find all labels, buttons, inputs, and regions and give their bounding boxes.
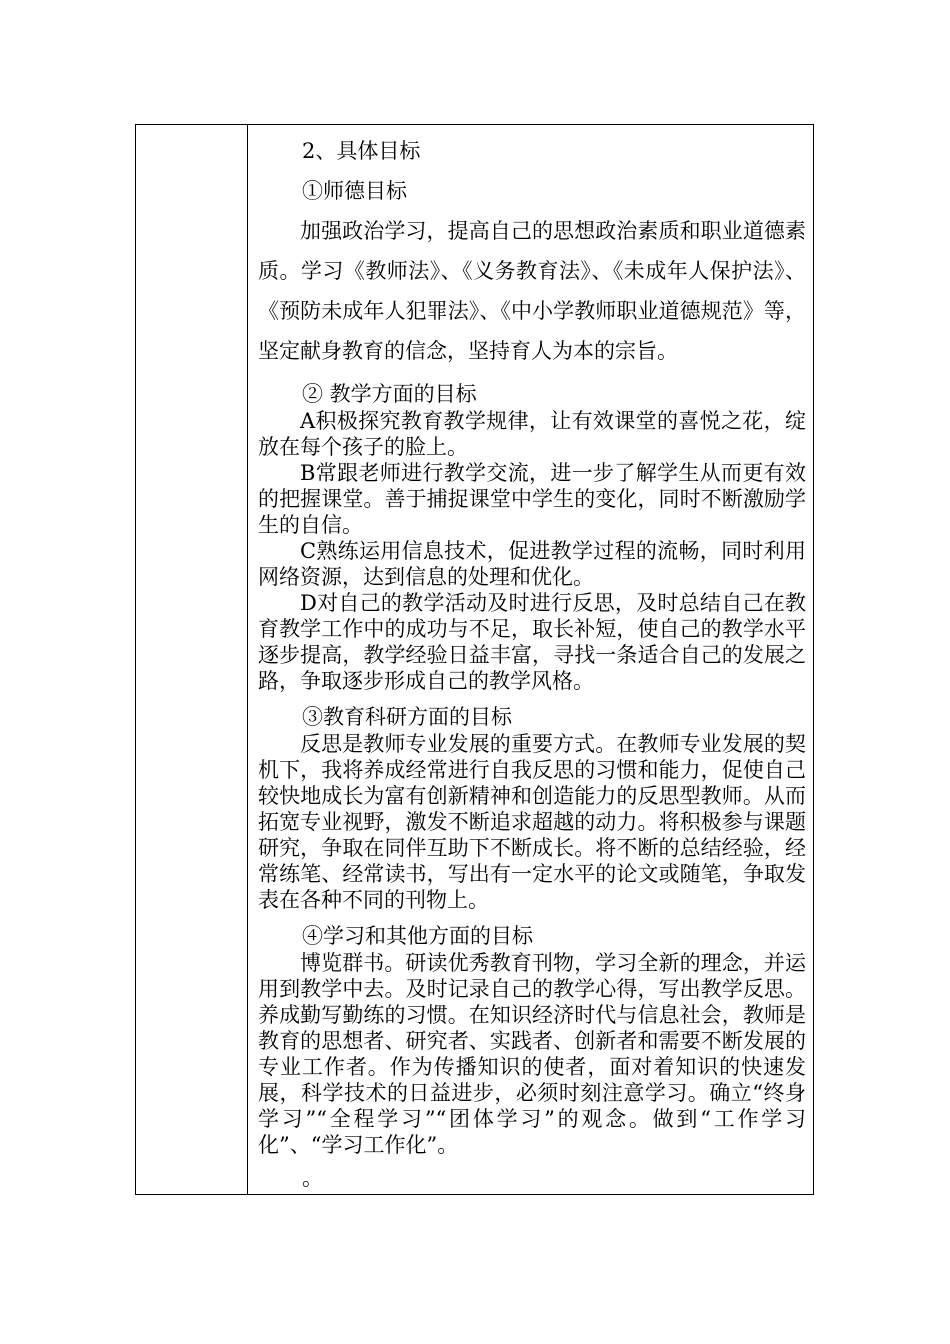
heading-teaching-goals: ② 教学方面的目标 — [302, 382, 477, 406]
heading-research-goals: ③教育科研方面的目标 — [302, 705, 512, 729]
paragraph-ethics: 加强政治学习，提高自己的思想政治素质和职业道德素质。学习《教师法》、《义务教育法》、《未成年人保护法》、《预防未成年人犯罪法》、《中小学教师职业道德规范》等，坚定献身教育的信念，坚持育人为本的宗旨。 — [258, 219, 806, 363]
table-left-cell — [136, 125, 247, 1194]
paragraph-research: 反思是教师专业发展的重要方式。在教师专业发展的契机下，我将养成经常进行自我反思的习惯和能力，促使自己较快地成长为富有创新精神和创造能力的反思型教师。从而拓宽专业视野，激发不断追求超越的动力。将积极参与课题研究，争取在同伴互助下不断成长。将不断的总结经验，经常练笔、经常读书，写出有一定水平的论文或随笔，争取发表在各种不同的刊物上。 — [258, 732, 806, 912]
paragraph-learning: 博览群书。研读优秀教育刊物，学习全新的理念，并运用到教学中去。及时记录自己的教学心得，写出教学反思。养成勤写勤练的习惯。在知识经济时代与信息社会，教师是教育的思想者、研究者、实践者、创新者和需要不断发展的专业工作者。作为传播知识的使者，面对着知识的快速发展，科学技术的日益进步，必须时刻注意学习。确立“终身学习”“全程学习”“团体学习”的观念。做到“工作学习化”、“学习工作化”。 — [258, 951, 806, 1157]
paragraph-teaching-c: C熟练运用信息技术，促进教学过程的流畅，同时利用网络资源，达到信息的处理和优化。 — [258, 539, 806, 589]
heading-ethics-goals: ①师德目标 — [302, 179, 407, 203]
heading-learning-goals: ④学习和其他方面的目标 — [302, 924, 533, 948]
heading-specific-goals: 2、具体目标 — [302, 139, 421, 163]
paragraph-teaching-a: A积极探究教育教学规律，让有效课堂的喜悦之花，绽放在每个孩子的脸上。 — [258, 409, 806, 459]
trailing-mark: 。 — [302, 1166, 323, 1190]
paragraph-teaching-b: B常跟老师进行教学交流，进一步了解学生从而更有效的把握课堂。善于捕捉课堂中学生的变化，同时不断激励学生的自信。 — [258, 461, 806, 537]
paragraph-teaching-d: D对自己的教学活动及时进行反思，及时总结自己在教育教学工作中的成功与不足，取长补短，使自己的教学水平逐步提高，教学经验日益丰富，寻找一条适合自己的发展之路，争取逐步形成自己的教学风格。 — [258, 591, 806, 693]
table-right-cell — [258, 131, 806, 1198]
column-divider — [247, 124, 248, 1195]
